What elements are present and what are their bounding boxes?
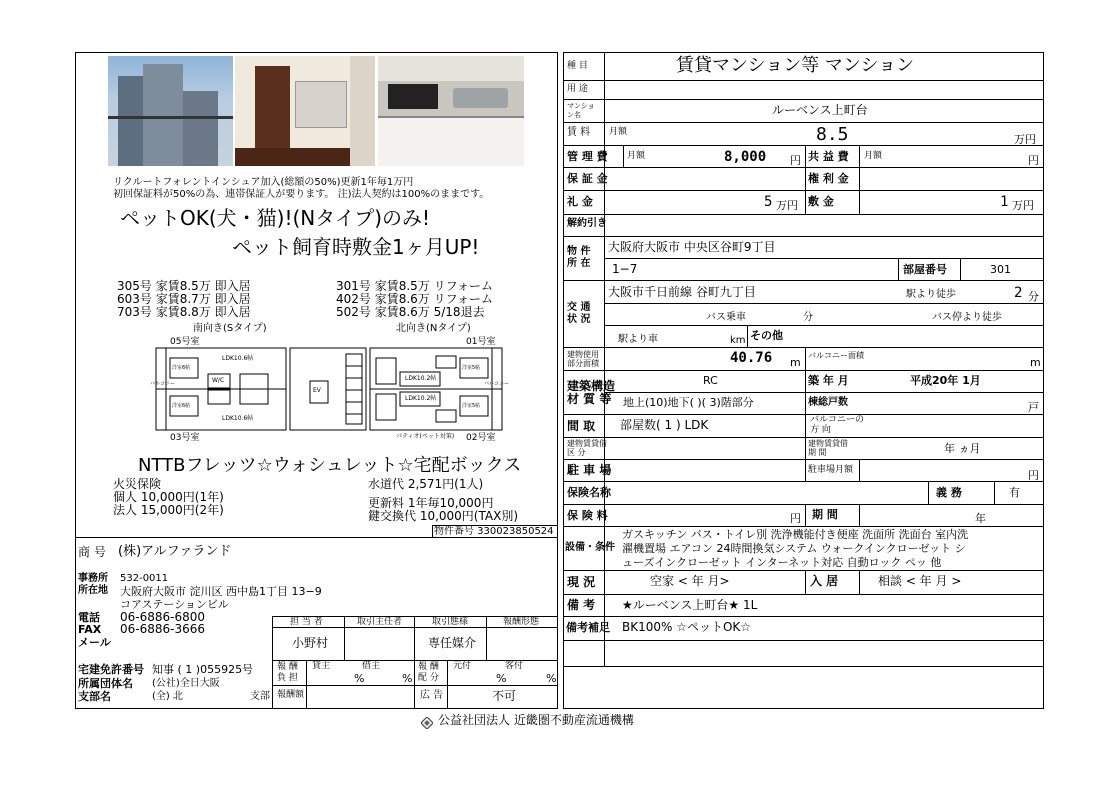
room-03-label: 03号室 <box>170 433 200 443</box>
unit-402: 402号 家賃8.6万 リフォーム <box>336 292 494 306</box>
key-money-label: 権 利 金 <box>808 172 849 185</box>
headline-pet-deposit: ペット飼育時敷金1ヶ月UP! <box>232 235 480 259</box>
unit-502: 502号 家賃8.6万 5/18退去 <box>336 305 485 319</box>
fax-label: FAX <box>78 623 102 636</box>
mode-header: 取引態様 <box>432 617 469 627</box>
other-label: その他 <box>750 329 783 342</box>
association-label: 所属団体名 <box>78 677 133 690</box>
insurance-name-label: 保険名称 <box>567 486 611 499</box>
bus-minutes-unit: 分 <box>803 312 813 323</box>
property-number: 物件番号 330023850524 <box>434 526 554 537</box>
rent-class-label: 建物賃貸借 区 分 <box>567 439 607 457</box>
washitsu-label-01: 洋室5帖 <box>462 365 481 371</box>
rent-unit: 万円 <box>1014 133 1036 146</box>
license-label: 宅建免許番号 <box>78 663 144 676</box>
insurance-fee-unit: 円 <box>790 512 801 525</box>
insurance-fee-label: 保 険 料 <box>567 509 608 522</box>
deposit-label: 保 証 金 <box>567 172 608 185</box>
renewal-fee: 更新料 1年毎10,000円 <box>368 496 494 510</box>
name-label: マンション名 <box>567 102 595 119</box>
room-number-label: 部屋番号 <box>903 263 947 276</box>
obligation-value: 有 <box>1009 486 1020 499</box>
balcony-direction-label: バルコニーの 方 向 <box>810 415 865 435</box>
type-label: 種 目 <box>567 61 588 71</box>
equipment-line-3: ューズインクローゼット インターネット対応 自動ロック ペッ 他 <box>622 556 942 569</box>
area-value: 40.76 <box>730 350 773 366</box>
company-label: 商 号 <box>78 545 106 559</box>
insurance-note-2: 初回保証料が50%の為、連帯保証人が要ります。 注)法人契約は100%のままです。 <box>113 189 490 200</box>
headline-pet-ok: ペットOK(犬・猫)!(Nタイプ)のみ! <box>120 206 431 230</box>
room-number: 301 <box>990 263 1011 276</box>
insurance-note-1: リクルートフォレントインシュア加入(総額の50%)更新1年毎1万円 <box>113 177 414 188</box>
remark-label: 備 考 <box>567 598 596 612</box>
transport-label: 交 通 状 況 <box>567 302 591 325</box>
balcony-area-unit: m <box>1030 356 1041 369</box>
common-fee-unit: 円 <box>1028 154 1039 167</box>
patio-label: パティオ(ペット対策) <box>396 433 455 440</box>
moto-label: 元付 <box>453 661 472 671</box>
rent-label: 賃 料 <box>567 127 591 138</box>
mgmt-fee-label: 管 理 費 <box>567 150 608 163</box>
north-type-label: 北向き(Nタイプ) <box>396 323 471 334</box>
postal-code: 532-0011 <box>120 573 169 584</box>
kitchen-photo <box>378 56 524 166</box>
reikin-label: 礼 金 <box>567 195 593 208</box>
mgmt-monthly-label: 月額 <box>627 151 646 161</box>
address-label: 所在地 <box>78 585 108 596</box>
staff-header: 担 当 者 <box>290 617 323 627</box>
mgmt-fee-value: 8,000 <box>724 149 767 165</box>
wic-label: W/C <box>212 377 225 384</box>
lessor-label: 貸主 <box>312 661 331 671</box>
status-label: 現 況 <box>567 575 596 589</box>
room-01-label: 01号室 <box>466 337 496 347</box>
floors-value: 地上(10)地下( )( 3)階部分 <box>623 396 754 409</box>
status-value: 空家 < 年 月> <box>650 574 730 588</box>
equipment-line-2: 濯機置場 エアコン 24時間換気システム ウォークインクローゼット シ <box>622 542 966 555</box>
moto-pct: % <box>496 672 507 685</box>
room-02-label: 02号室 <box>466 433 496 443</box>
unit-703: 703号 家賃8.8万 即入居 <box>117 305 251 319</box>
lessee-label: 借主 <box>362 661 381 671</box>
balcony-area-label: バルコニー面積 <box>808 351 864 360</box>
parking-fee-unit: 円 <box>1028 469 1039 482</box>
water-fee: 水道代 2,571円(1人) <box>368 477 484 491</box>
km-unit: km <box>730 335 746 346</box>
unit-603: 603号 家賃8.7万 即入居 <box>117 292 251 306</box>
key-change-fee: 鍵交換代 10,000円(TAX別) <box>368 509 518 523</box>
remark2-value: BK100% ☆ペットOK☆ <box>622 620 752 634</box>
ev-label: EV <box>313 387 321 394</box>
bus-stop-label: バス停より徒歩 <box>932 312 1002 323</box>
room-05-label: 05号室 <box>170 337 200 347</box>
ldk-label-05: LDK10.6帖 <box>222 355 254 362</box>
rent-value: 8.5 <box>816 124 849 145</box>
reikin-unit: 万円 <box>776 199 798 212</box>
washitsu-label-02: 洋室5帖 <box>462 403 481 409</box>
building-photo <box>108 56 233 166</box>
fire-insurance-corporate: 法人 15,000円(2年) <box>113 503 224 517</box>
south-type-label: 南向き(Sタイプ) <box>193 323 267 334</box>
parking-fee-label: 駐車場月額 <box>808 465 854 475</box>
branch-suffix: 支部 <box>250 691 270 702</box>
branch-name: (全) 北 <box>152 691 183 702</box>
address-line-1: 大阪府大阪市 淀川区 西中島1丁目 13−9 <box>120 585 322 598</box>
ldk-label-01: LDK10.2帖 <box>405 375 437 382</box>
equipment-line-1: ガスキッチン バス・トイレ別 洗浄機能付き便座 洗面所 洗面台 室内洗 <box>622 528 969 541</box>
property-type: 賃貸マンション等 マンション <box>676 55 915 76</box>
fax-number: 06-6886-3666 <box>120 622 206 636</box>
rent-period-label: 建物賃貸借 期 間 <box>808 439 848 457</box>
lessee-pct: % <box>402 672 413 685</box>
built-label: 築 年 月 <box>808 374 849 387</box>
layout-value: 部屋数( 1 ) LDK <box>620 418 709 432</box>
mansion-name: ルーベンス上町台 <box>772 103 868 117</box>
rent-monthly-label: 月額 <box>609 127 628 137</box>
fee-burden-label: 報 酬 負 担 <box>277 662 298 683</box>
address-line-2: コアステーションビル <box>120 598 229 611</box>
train-line: 大阪市千日前線 谷町九丁目 <box>608 285 756 299</box>
license-number: 知事 ( 1 )055925号 <box>152 663 254 676</box>
features-line: NTTBフレッツ☆ウォシュレット☆宅配ボックス <box>138 455 522 476</box>
ad-label: 広 告 <box>420 690 444 701</box>
location-line-2: 1−7 <box>612 262 638 276</box>
cancel-label: 解約引き <box>567 218 607 229</box>
period-unit: 年 <box>975 512 986 525</box>
equipment-label: 設備・条件 <box>565 542 615 553</box>
transaction-mode: 専任媒介 <box>428 636 477 650</box>
footer-organization: 公益社団法人 近畿圏不動産流通機構 <box>438 713 634 727</box>
mgmt-fee-unit: 円 <box>790 154 801 167</box>
area-unit: m <box>790 356 801 369</box>
balcony-label-left: バルコニー <box>150 381 176 387</box>
layout-label: 間 取 <box>567 419 596 433</box>
parking-label: 駐 車 場 <box>567 463 612 477</box>
by-car-label: 駅より車 <box>618 334 658 345</box>
obligation-label: 義 務 <box>936 486 962 499</box>
rent-period-value: 年 ヵ月 <box>944 442 981 455</box>
area-label: 建物使用 部分面積 <box>567 350 599 368</box>
washitsu-label-05: 洋室6帖 <box>172 365 191 371</box>
common-fee-label: 共 益 費 <box>808 150 849 163</box>
branch-label: 支部名 <box>78 690 111 703</box>
common-monthly-label: 月額 <box>864 151 883 161</box>
shikikin-value: 1 <box>1000 194 1009 210</box>
kyaku-label: 客付 <box>505 661 524 671</box>
walk-label: 駅より徒歩 <box>906 289 956 300</box>
fee-header: 報酬形態 <box>503 617 540 627</box>
kyaku-pct: % <box>546 672 557 685</box>
unit-305: 305号 家賃8.5万 即入居 <box>117 279 251 293</box>
remark2-label: 備考補足 <box>566 621 610 634</box>
office-label: 事務所 <box>78 573 108 584</box>
use-label: 用 途 <box>567 84 588 94</box>
period-label: 期 間 <box>812 508 838 521</box>
built-value: 平成20年 1月 <box>910 374 981 387</box>
ldk-label-03: LDK10.6帖 <box>222 415 254 422</box>
fee-amount-label: 報酬額 <box>277 690 305 700</box>
location-line-1: 大阪府大阪市 中央区谷町9丁目 <box>608 240 776 254</box>
fee-share-label: 報 酬 配 分 <box>418 662 439 683</box>
total-units-unit: 戸 <box>1028 401 1039 414</box>
fire-insurance-individual: 個人 10,000円(1年) <box>113 490 224 504</box>
move-in-value: 相談 < 年 月 > <box>878 574 962 588</box>
washitsu-label-03: 洋室6帖 <box>172 403 191 409</box>
association-name: (公社)全日大阪 <box>152 678 220 689</box>
hallway-photo <box>235 56 375 166</box>
footer-logo-icon <box>421 714 433 726</box>
walk-minutes: 2 <box>1014 285 1023 301</box>
tel-label: 電話 <box>78 611 100 624</box>
structure-value: RC <box>703 374 718 387</box>
ldk-label-02: LDK10.2帖 <box>405 395 437 402</box>
tel-number: 06-6886-6800 <box>120 610 206 624</box>
unit-301: 301号 家賃8.5万 リフォーム <box>336 279 494 293</box>
reikin-value: 5 <box>764 194 773 210</box>
company-name: (株)アルファランド <box>118 544 232 559</box>
lessor-pct: % <box>354 672 365 685</box>
walk-minutes-unit: 分 <box>1028 290 1039 303</box>
staff-name: 小野村 <box>292 636 329 650</box>
location-label: 物 件 所 在 <box>567 246 591 269</box>
shikikin-unit: 万円 <box>1012 199 1034 212</box>
remark-value: ★ルーベンス上町台★ 1L <box>622 598 758 612</box>
fire-insurance-title: 火災保険 <box>113 477 162 491</box>
shikikin-label: 敷 金 <box>808 195 834 208</box>
ad-value: 不可 <box>492 689 517 703</box>
total-units-label: 棟総戸数 <box>808 397 848 408</box>
structure-label: 建築構造 材 質 等 <box>567 379 616 406</box>
bus-label: バス乗車 <box>706 312 746 323</box>
move-in-label: 入 居 <box>810 574 839 588</box>
mail-label: メール <box>78 636 111 649</box>
chief-header: 取引主任者 <box>357 617 403 627</box>
balcony-label-right: バルコニー <box>484 381 510 387</box>
floorplan <box>150 336 515 444</box>
